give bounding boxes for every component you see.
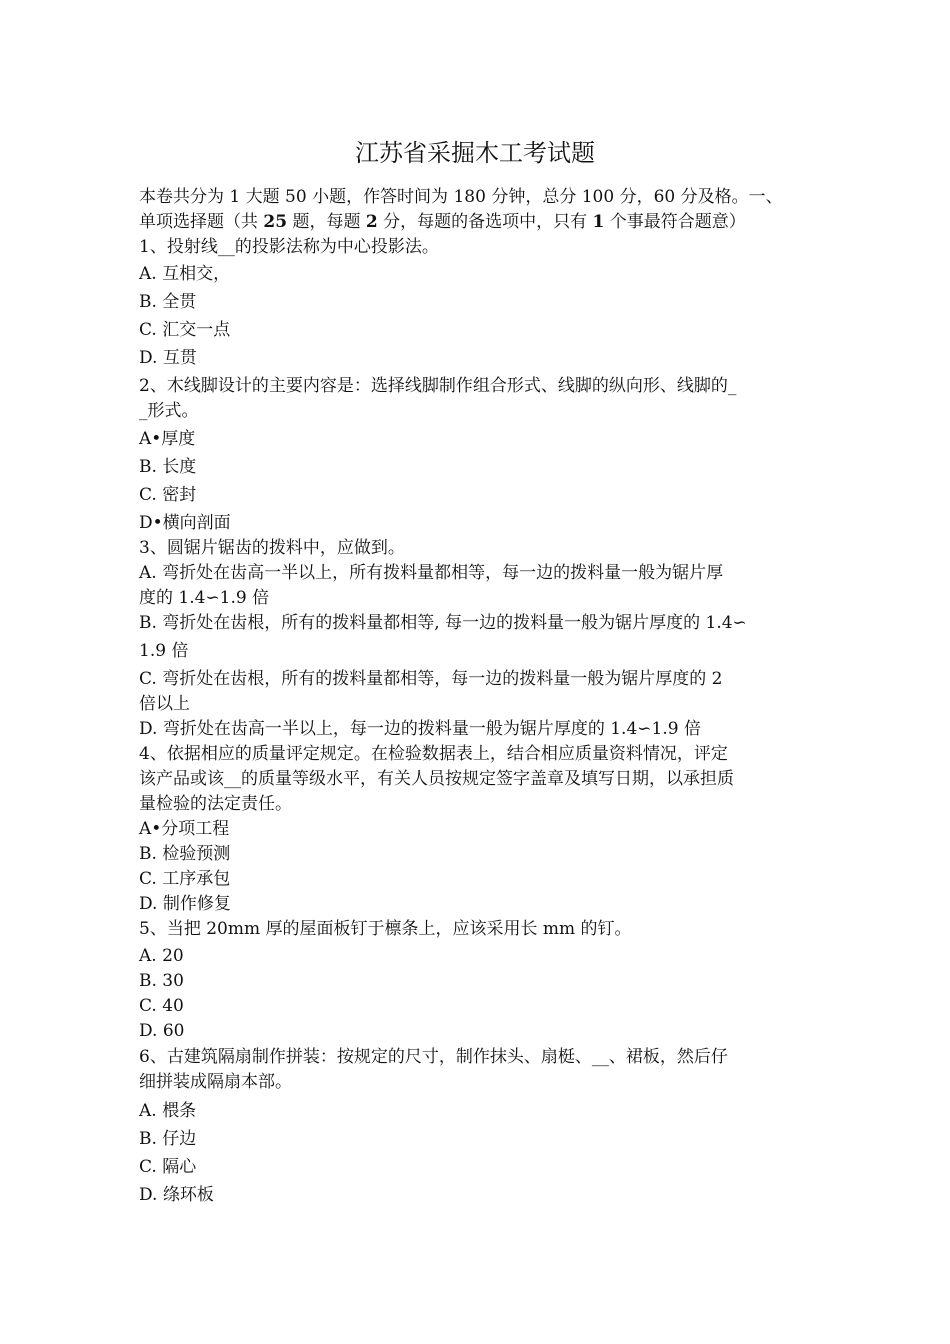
text-line: D. 制作修复 [139, 894, 231, 914]
text-line: C. 密封 [139, 485, 197, 505]
text-line: D. 弯折处在齿高一半以上，每一边的拨料量一般为锯片厚度的 1.4∽1.9 倍 [139, 719, 701, 739]
text-line: C. 工序承包 [139, 869, 231, 889]
text-line: 1、投射线__的投影法称为中心投影法。 [139, 237, 439, 257]
text-line: D. 60 [139, 1021, 185, 1041]
text-line: A. 互相交， [139, 264, 231, 284]
text-line: B. 30 [139, 971, 184, 991]
text-line: B. 仔边 [139, 1129, 197, 1149]
text-line: B. 全贯 [139, 292, 197, 312]
text-line: 量检验的法定责任。 [139, 794, 292, 814]
text-line: 该产品或该__的质量等级水平，有关人员按规定签字盖章及填写日期，以承担质 [139, 769, 734, 789]
text-line: B. 长度 [139, 457, 197, 477]
text-line: 5、当把 20mm 厚的屋面板钉于檩条上，应该采用长 mm 的钉。 [139, 919, 632, 939]
text-line: 细拼装成隔扇本部。 [139, 1072, 292, 1092]
text-line: A. 20 [139, 946, 184, 966]
text-line: _形式。 [139, 401, 199, 421]
text-line: 6、古建筑隔扇制作拼装：按规定的尺寸，制作抹头、扇梃、__、裙板，然后仔 [139, 1047, 728, 1067]
text-line: 倍以上 [139, 694, 190, 714]
text-line: D. 绦环板 [139, 1185, 214, 1205]
text-line: C. 汇交一点 [139, 320, 231, 340]
text-line: 4、依据相应的质量评定规定。在检验数据表上，结合相应质量资料情况，评定 [139, 744, 728, 764]
intro-line-2: 单项选择题（共 25 题，每题 2 分，每题的备选项中，只有 1 个事最符合题意） [139, 212, 746, 232]
text-line: C. 隔心 [139, 1157, 197, 1177]
text-line: B. 弯折处在齿根，所有的拨料量都相等, 每一边的拨料量一般为锯片厚度的 1.4∽ [139, 613, 747, 633]
text-line: 1.9 倍 [139, 641, 189, 661]
text-line: A. 椳条 [139, 1101, 197, 1121]
text-line: B. 检验预测 [139, 844, 231, 864]
text-line: 度的 1.4∽1.9 倍 [139, 588, 270, 608]
text-line: 2、木线脚设计的主要内容是：选择线脚制作组合形式、线脚的纵向形、线脚的_ [139, 376, 737, 396]
text-line: D. 互贯 [139, 348, 197, 368]
document-title: 江苏省采掘木工考试题 [355, 139, 595, 167]
text-line: D•横向剖面 [139, 513, 231, 533]
text-line: 3、圆锯片锯齿的拨料中，应做到。 [139, 538, 405, 558]
text-line: C. 40 [139, 996, 184, 1016]
text-line: A. 弯折处在齿高一半以上，所有拨料量都相等，每一边的拨料量一般为锯片厚 [139, 563, 724, 583]
intro-line-1: 本卷共分为 1 大题 50 小题，作答时间为 180 分钟，总分 100 分，60 分及格。一、 [139, 187, 783, 207]
text-line: A•分项工程 [139, 819, 230, 839]
text-line: C. 弯折处在齿根，所有的拨料量都相等，每一边的拨料量一般为锯片厚度的 2 [139, 669, 723, 689]
text-line: A•厚度 [139, 429, 196, 449]
